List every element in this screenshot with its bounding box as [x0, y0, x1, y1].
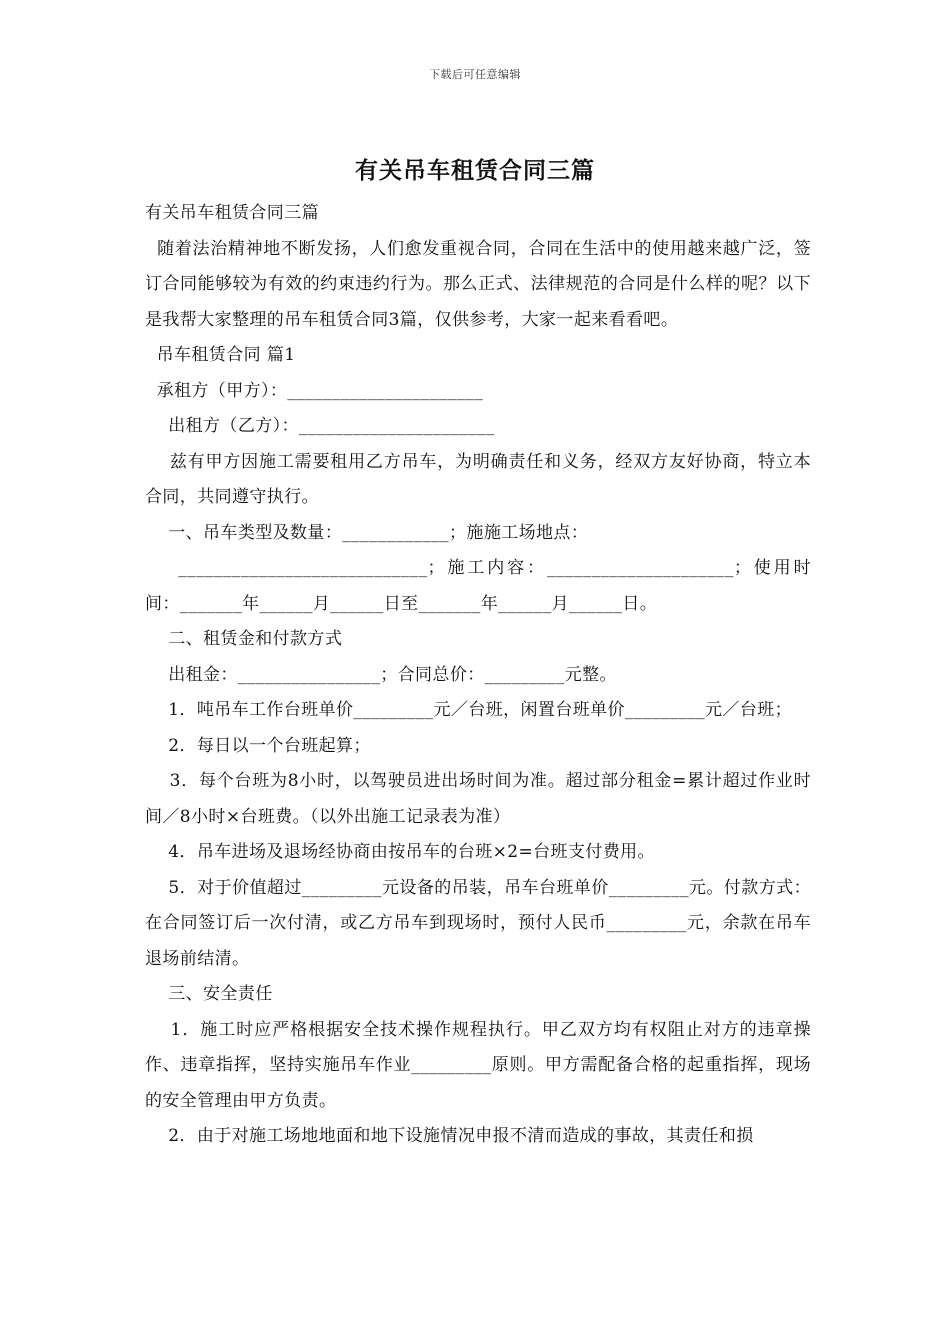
- clause-3-item-1: 1．施工时应严格根据安全技术操作规程执行。甲乙双方均有权阻止对方的违章操作、违章指挥，坚持实施吊车作业_________原则。甲方需配备合格的起重指挥，现场的安全管理由甲方负责。: [145, 1019, 811, 1111]
- subtitle-paragraph: 有关吊车租赁合同三篇: [145, 203, 319, 223]
- rent-line: 出租金：________________；合同总价：_________元整。: [145, 664, 617, 685]
- clause-1-detail: ____________________________；施工内容：_____________________；使用时间：_______年______月______日至_______年______月______日。: [145, 558, 811, 614]
- clause-2-heading: 二、租赁金和付款方式: [145, 629, 343, 649]
- header-note: 下载后可任意编辑: [429, 68, 521, 81]
- clause-2-item-5: 5．对于价值超过_________元设备的吊装，吊车台班单价_________元。付款方式：在合同签订后一次付清，或乙方吊车到现场时，预付人民币_________元，余款在吊车退场前结清。: [145, 877, 811, 969]
- clause-2-item-1: 1．吨吊车工作台班单价_________元／台班，闲置台班单价_________元／台班；: [145, 700, 793, 720]
- clause-2-item-2: 2．每日以一个台班起算；: [145, 735, 371, 756]
- clause-1-heading: 一、吊车类型及数量：____________；施施工场地点：: [145, 522, 589, 543]
- clause-2-item-3: 3．每个台班为8小时，以驾驶员进出场时间为准。超过部分租金=累计超过作业时间／8小时×台班费。（以外出施工记录表为准）: [145, 771, 811, 827]
- document-body: [145, 196, 811, 1155]
- document-title: 有关吊车租赁合同三篇: [355, 157, 595, 184]
- lessee-line: 承租方（甲方）：______________________: [145, 380, 484, 401]
- clause-3-heading: 三、安全责任: [145, 984, 273, 1004]
- lessor-line: 出租方（乙方）：______________________: [145, 416, 495, 436]
- clause-2-item-4: 4．吊车进场及退场经协商由按吊车的台班×2=台班支付费用。: [145, 842, 655, 862]
- clause-3-item-2: 2．由于对施工场地地面和地下设施情况申报不清而造成的事故，其责任和损: [145, 1126, 754, 1146]
- preamble-paragraph: 兹有甲方因施工需要租用乙方吊车，为明确责任和义务，经双方友好协商，特立本合同，共同遵守执行。: [145, 451, 811, 507]
- section-heading-contract-1: 吊车租赁合同 篇1: [145, 345, 296, 365]
- intro-paragraph: 随着法治精神地不断发扬，人们愈发重视合同，合同在生活中的使用越来越广泛，签订合同能够较为有效的约束违约行为。那么正式、法律规范的合同是什么样的呢？以下是我帮大家整理的吊车租赁合同3篇，仅供参考，大家一起来看看吧。: [145, 238, 811, 330]
